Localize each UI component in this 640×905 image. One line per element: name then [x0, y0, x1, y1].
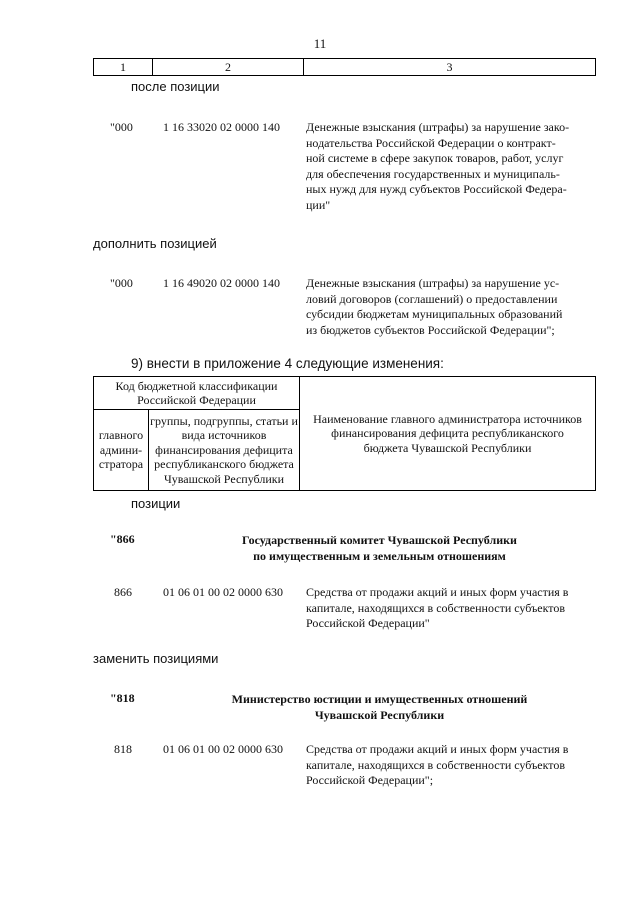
header-budget-classification: Код бюджетной классификации Российской Федерации: [94, 377, 300, 410]
intro-add-position: дополнить позицией: [93, 236, 217, 251]
header-main-admin: главного админи- стратора: [94, 410, 149, 491]
intro-positions: позиции: [131, 496, 181, 511]
row-description: Денежные взыскания (штрафы) за нарушение зако- нодательства Российской Федерации о контракт- ной системе в сфере закупок товаров, работ, услуг для обеспечения государственных и муниципаль- ных нужд для нужд субъектов Российской Федера- ции": [306, 120, 570, 212]
col-number-3: 3: [304, 59, 596, 76]
admin-heading: Государственный комитет Чувашской Республики по имущественным и земельным отношениям: [242, 533, 517, 563]
header-groups: группы, подгруппы, статьи и вида источников финансирования дефицита республиканского бюджета Чувашской Республики: [149, 410, 300, 491]
row-description: Денежные взыскания (штрафы) за нарушение ус- ловий договоров (соглашений) о предоставлении субсидии бюджетам муниципальных образований из бюджетов субъектов Российской Федерации";: [306, 276, 563, 337]
col-number-2: 2: [153, 59, 304, 76]
heading-code: "818: [110, 691, 135, 705]
heading-code: "866: [110, 532, 135, 546]
page-number: 11: [313, 36, 327, 51]
appendix-header-table: [93, 376, 596, 491]
row-description: Средства от продажи акций и иных форм участия в капитале, находящихся в собственности субъектов Российской Федерации": [306, 585, 569, 630]
row-code-budget: 1 16 33020 02 0000 140: [163, 120, 280, 134]
row-code-admin: 818: [114, 742, 132, 756]
item-9-heading: 9) внести в приложение 4 следующие изменения:: [131, 356, 444, 371]
intro-replace-positions: заменить позициями: [93, 651, 219, 666]
row-code-admin: "000: [110, 120, 133, 134]
intro-after-position: после позиции: [131, 79, 220, 94]
row-code-budget: 01 06 01 00 02 0000 630: [163, 742, 283, 756]
col-number-1: 1: [94, 59, 153, 76]
row-code-admin: "000: [110, 276, 133, 290]
header-admin-name: Наименование главного администратора источников финансирования дефицита республиканского бюджета Чувашской Республики: [300, 377, 596, 491]
admin-heading: Министерство юстиции и имущественных отношений Чувашской Республики: [231, 692, 528, 722]
row-code-budget: 01 06 01 00 02 0000 630: [163, 585, 283, 599]
row-code-budget: 1 16 49020 02 0000 140: [163, 276, 280, 290]
row-code-admin: 866: [114, 585, 132, 599]
row-description: Средства от продажи акций и иных форм участия в капитале, находящихся в собственности субъектов Российской Федерации";: [306, 742, 569, 787]
column-number-table: [93, 58, 596, 76]
